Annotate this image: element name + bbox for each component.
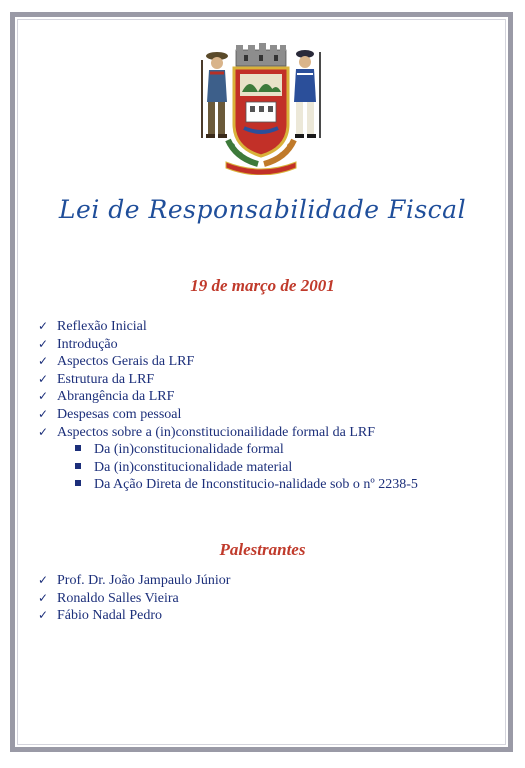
speakers-heading: Palestrantes: [219, 540, 306, 559]
shield: [234, 68, 288, 156]
list-item: [38, 607, 230, 625]
topics-list: [38, 318, 418, 494]
event-date: 19 de março de 2001: [190, 276, 335, 295]
speaker-name: Ronaldo Salles Vieira: [57, 590, 179, 606]
topic-label: Aspectos sobre a (in)constitucionailidade formal da LRF: [57, 424, 376, 440]
topic-label: Aspectos Gerais da LRF: [57, 354, 195, 370]
speakers-list: [38, 572, 230, 625]
checkmark-icon: ✓: [38, 371, 49, 386]
speaker-name: Prof. Dr. João Jampaulo Júnior: [57, 573, 231, 588]
checkmark-icon: ✓: [38, 336, 49, 351]
square-bullet-icon: [75, 480, 81, 486]
list-item: [38, 353, 418, 371]
subtopics-list: [38, 441, 418, 494]
motto-ribbon: [226, 162, 296, 175]
subtopic-label: Da Ação Direta de Inconstitucio-nalidade sob o nº 2238-5: [94, 477, 418, 493]
sublist-item: [75, 441, 418, 459]
topic-label: Despesas com pessoal: [57, 406, 182, 422]
list-item: [38, 590, 230, 608]
list-item: [38, 371, 418, 389]
list-item: [38, 336, 418, 354]
sublist-item: [75, 459, 418, 477]
checkmark-icon: ✓: [38, 424, 49, 439]
document-title: Lei de Responsabilidade Fiscal: [58, 195, 467, 224]
list-item: [38, 318, 418, 336]
subtopic-label: Da (in)constitucionalidade formal: [94, 442, 284, 458]
checkmark-icon: ✓: [38, 319, 49, 333]
mural-crown: [236, 43, 286, 66]
checkmark-icon: ✓: [38, 354, 49, 369]
checkmark-icon: ✓: [38, 389, 49, 404]
list-item: [38, 424, 418, 442]
coat-of-arms-icon: [196, 40, 326, 175]
checkmark-icon: ✓: [38, 608, 49, 623]
checkmark-icon: ✓: [38, 573, 49, 587]
subtopic-label: Da (in)constitucionalidade material: [94, 459, 293, 475]
square-bullet-icon: [75, 463, 81, 469]
subtopics-container: [38, 441, 418, 494]
checkmark-icon: ✓: [38, 406, 49, 421]
checkmark-icon: ✓: [38, 590, 49, 605]
topic-label: Introdução: [57, 336, 118, 352]
left-supporter-figure: [202, 52, 228, 138]
speaker-name: Fábio Nadal Pedro: [57, 608, 162, 624]
topic-label: Estrutura da LRF: [57, 371, 155, 387]
topic-label: Abrangência da LRF: [57, 389, 175, 405]
list-item: [38, 572, 230, 590]
sublist-item: [75, 476, 418, 494]
topic-label: Reflexão Inicial: [57, 319, 147, 334]
right-supporter-figure: [294, 50, 320, 138]
list-item: [38, 406, 418, 424]
square-bullet-icon: [75, 445, 81, 451]
list-item: [38, 388, 418, 406]
